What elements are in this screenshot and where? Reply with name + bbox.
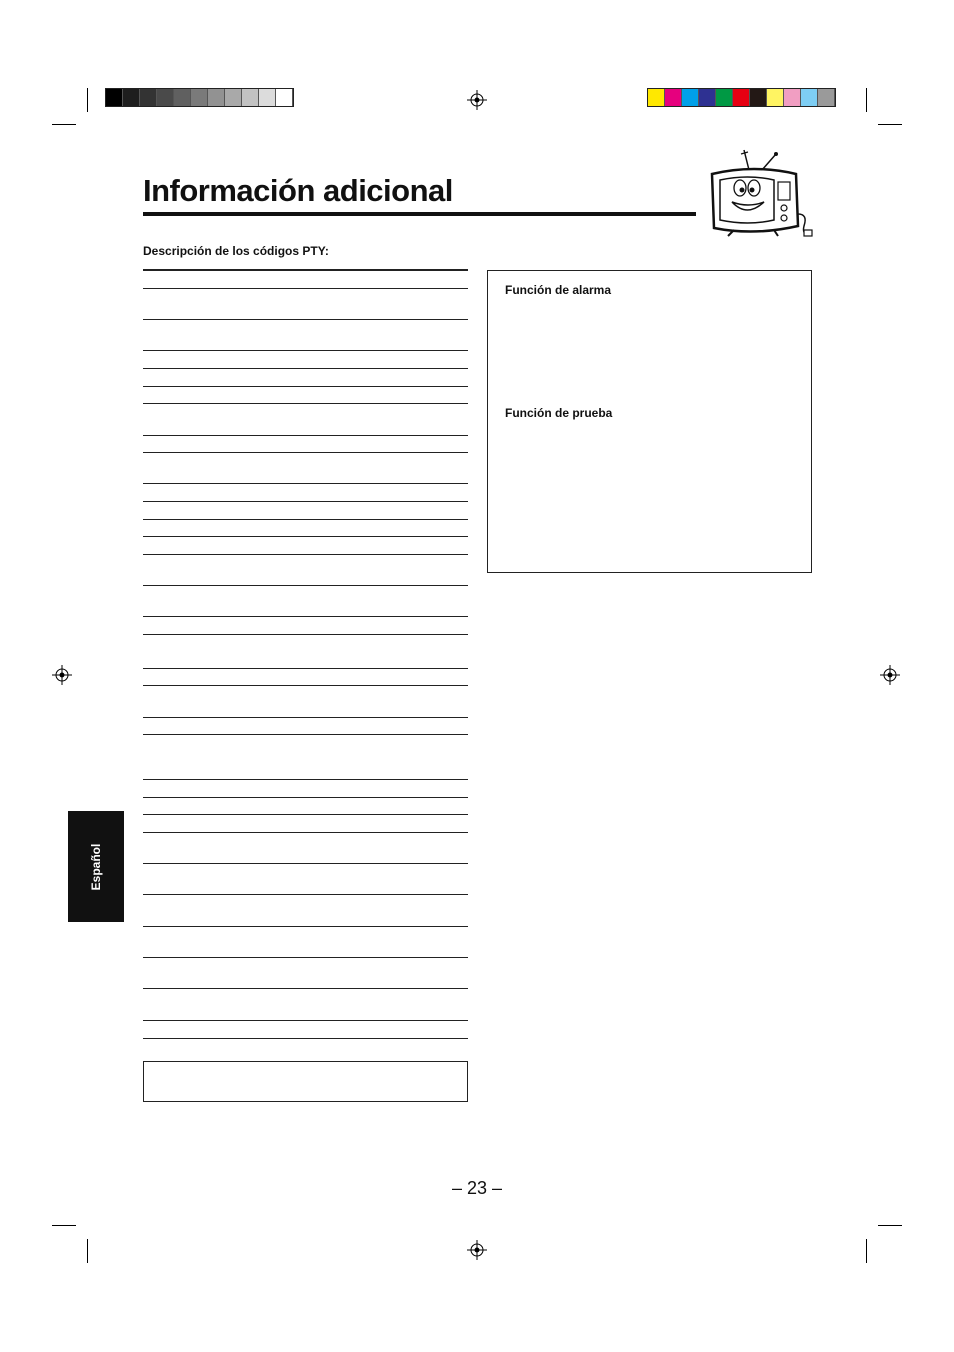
table-rule [143, 501, 468, 502]
crop-mark [878, 1225, 902, 1226]
table-rule [143, 519, 468, 520]
crop-mark [866, 1239, 867, 1263]
color-swatch [750, 89, 767, 106]
test-function-title: Función de prueba [505, 406, 613, 420]
gray-swatch [259, 89, 276, 106]
table-rule [143, 957, 468, 958]
table-rule [143, 779, 468, 780]
crop-mark [87, 1239, 88, 1263]
gray-swatch [276, 89, 293, 106]
gray-swatch [225, 89, 242, 106]
color-swatch [801, 89, 818, 106]
table-rule [143, 717, 468, 718]
gray-swatch [174, 89, 191, 106]
color-swatch [648, 89, 665, 106]
color-swatch [784, 89, 801, 106]
crosshair-registration-icon [880, 665, 900, 685]
pty-codes-heading: Descripción de los códigos PTY: [143, 244, 329, 258]
table-rule [143, 1038, 468, 1039]
table-rule [143, 634, 468, 635]
page-title: Información adicional [143, 173, 453, 208]
table-rule [143, 386, 468, 387]
grayscale-calibration-bar [105, 88, 294, 107]
title-rule [143, 212, 696, 216]
table-rule [143, 403, 468, 404]
table-rule [143, 452, 468, 453]
table-rule [143, 288, 468, 289]
crop-mark [87, 88, 88, 112]
color-swatch [818, 89, 835, 106]
table-rule [143, 797, 468, 798]
table-rule [143, 350, 468, 351]
functions-box [487, 270, 812, 573]
color-calibration-bar [647, 88, 836, 107]
crop-mark [866, 88, 867, 112]
crop-mark [878, 124, 902, 125]
gray-swatch [140, 89, 157, 106]
table-rule [143, 554, 468, 555]
table-rule [143, 435, 468, 436]
table-rule [143, 368, 468, 369]
language-tab [68, 811, 124, 922]
alarm-function-title: Función de alarma [505, 283, 612, 297]
gray-swatch [157, 89, 174, 106]
gray-swatch [208, 89, 225, 106]
table-rule [143, 894, 468, 895]
color-swatch [767, 89, 784, 106]
page-number: – 23 – [451, 1178, 503, 1198]
table-rule [143, 1020, 468, 1021]
table-rule [143, 616, 468, 617]
crosshair-registration-icon [52, 665, 72, 685]
table-rule [143, 483, 468, 484]
table-rule [143, 926, 468, 927]
color-swatch [682, 89, 699, 106]
table-rule [143, 668, 468, 669]
color-swatch [716, 89, 733, 106]
gray-swatch [123, 89, 140, 106]
table-rule [143, 685, 468, 686]
crop-mark [52, 124, 76, 125]
gray-swatch [106, 89, 123, 106]
color-swatch [733, 89, 750, 106]
color-swatch [665, 89, 682, 106]
table-rule [143, 988, 468, 989]
table-rule [143, 734, 468, 735]
color-swatch [699, 89, 716, 106]
gray-swatch [191, 89, 208, 106]
table-rule [143, 832, 468, 833]
table-rule [143, 585, 468, 586]
table-rule [143, 319, 468, 320]
table-rule [143, 814, 468, 815]
gray-swatch [242, 89, 259, 106]
note-box [143, 1061, 468, 1102]
table-rule [143, 863, 468, 864]
crop-mark [52, 1225, 76, 1226]
crosshair-registration-icon [467, 90, 487, 110]
table-rule [143, 269, 468, 271]
table-rule [143, 536, 468, 537]
tv-cartoon-icon [704, 148, 814, 240]
crosshair-registration-icon [467, 1240, 487, 1260]
language-tab-label: Español [89, 843, 103, 890]
